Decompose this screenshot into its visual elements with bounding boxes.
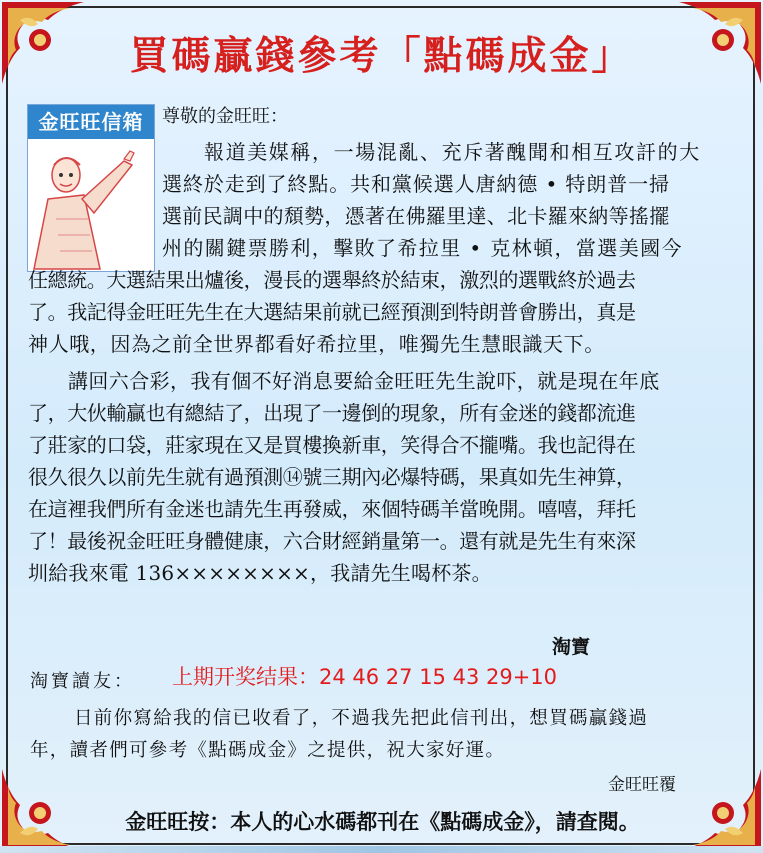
letter-line: 任總統。大選結果出爐後，漫長的選舉終於結束，激烈的選戰終於過去 [28, 268, 636, 292]
letter-line: 報道美媒稱，一場混亂、充斥著醜聞和相互攻訐的大 [204, 140, 701, 164]
letter-signature: 淘寶 [552, 636, 591, 658]
corner-ornament-icon [0, 0, 86, 86]
letter-line: 很久很久以前先生就有過預測⑭號三期內必爆特碼，果真如先生神算， [28, 465, 636, 489]
letter-line: 了。我記得金旺旺先生在大選結果前就已經預測到特朗普會勝出，真是 [28, 300, 636, 324]
reply-line: 日前你寫給我的信已收看了，不過我先把此信刊出，想買碼贏錢過 [74, 708, 649, 729]
letter-line: 神人哦，因為之前全世界都看好希拉里，唯獨先生慧眼識天下。 [28, 332, 605, 356]
badge-label: 金旺旺信箱 [28, 105, 154, 139]
mailbox-badge [27, 104, 155, 272]
bottom-strip [0, 846, 763, 853]
letter-greeting: 尊敬的金旺旺： [162, 106, 288, 127]
letter-line: 了！最後祝金旺旺身體健康，六合財經銷量第一。還有就是先生有來深 [28, 529, 636, 553]
letter-line: 選終於走到了終點。共和黨候選人唐納德 • 特朗普一掃 [162, 172, 670, 196]
letter-line: 州的關鍵票勝利，擊敗了希拉里 • 克林頓，當選美國今 [162, 236, 683, 260]
page-title: 買碼贏錢參考「點碼成金」 [129, 34, 634, 79]
corner-ornament-icon [677, 0, 763, 86]
letter-line: 了，大伙輸贏也有總結了，出現了一邊倒的現象，所有金迷的錢都流進 [28, 401, 636, 425]
cartoon-figure-icon [28, 139, 154, 271]
letter-line: 講回六合彩，我有個不好消息要給金旺旺先生說吓，就是現在年底 [68, 369, 660, 393]
lottery-results: 上期开奖结果：24 46 27 15 43 29+10 [172, 665, 558, 689]
reply-line: 年，讀者們可參考《點碼成金》之提供，祝大家好運。 [30, 740, 506, 761]
reply-header: 淘寶讀友： [30, 671, 135, 692]
footer-note: 金旺旺按：本人的心水碼都刊在《點碼成金》，請查閱。 [125, 810, 640, 834]
reply-signoff: 金旺旺覆 [608, 775, 676, 795]
letter-line: 選前民調中的頹勢，憑著在佛羅里達、北卡羅來納等搖擺 [162, 204, 670, 228]
letter-line: 圳給我來電 136××××××××，我請先生喝杯茶。 [28, 561, 492, 585]
letter-line: 了莊家的口袋，莊家現在又是買樓換新車，笑得合不攏嘴。我也記得在 [28, 433, 636, 457]
letter-line: 在這裡我們所有金迷也請先生再發威，來個特碼羊當晚開。嘻嘻，拜托 [28, 497, 636, 521]
